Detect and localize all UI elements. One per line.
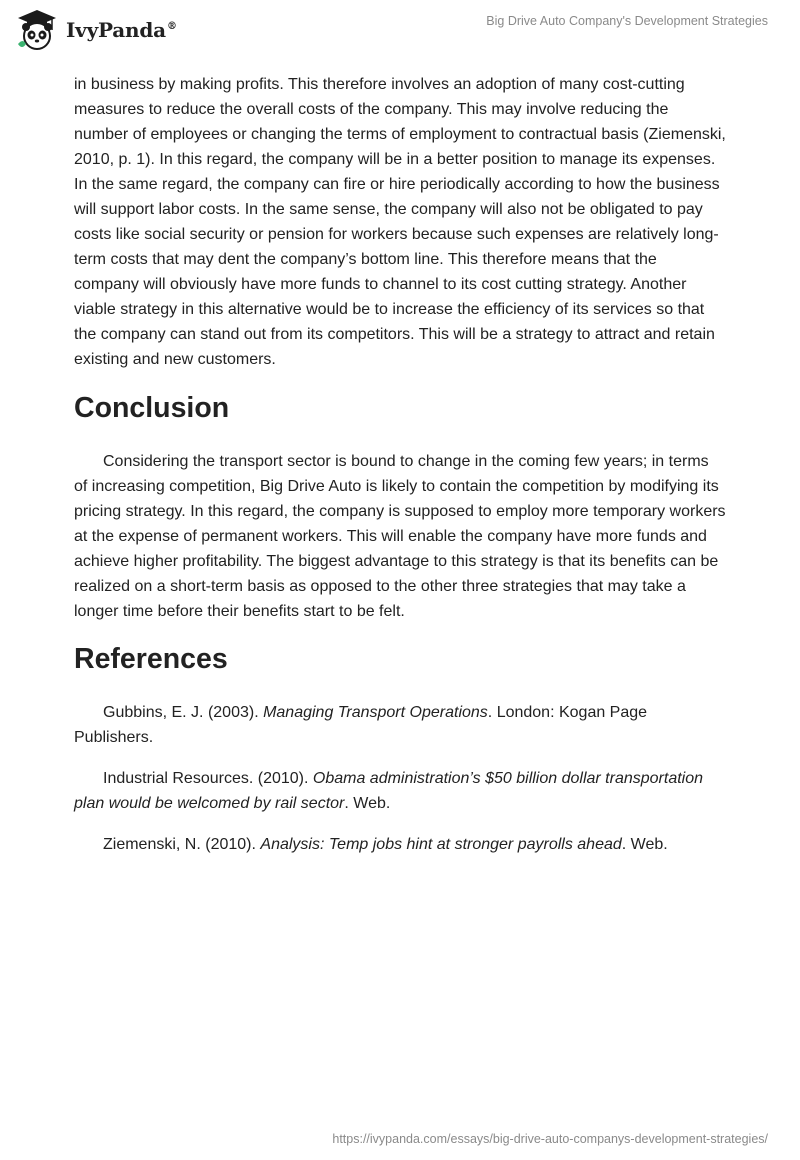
reference-item: Gubbins, E. J. (2003). Managing Transport Operations. London: Kogan Page Publishers. [74, 704, 648, 746]
ivypanda-logo[interactable] [14, 8, 177, 52]
source-url-link[interactable]: https://ivypanda.com/essays/big-drive-auto-companys-development-strategies/ [332, 1132, 768, 1146]
page-header [0, 0, 800, 64]
body-paragraph: in business by making profits. This therefore involves an adoption of many cost-cutting measures to reduce the overall costs of the company. This may involve reducing the number of employees or changing the terms of employment to contractual basis (Ziemenski, 2010, p. 1). In this regard, the company will be in a better position to manage its expenses. In the same regard, the company can fire or hire periodically according to how the business will support labor costs. In the same sense, the company will also not be obligated to pay costs like social security or pension for workers because such expenses are relatively long-term costs that may dent the company’s bottom line. This therefore means that the company will obviously have more funds to channel to its cost cutting strategy. Another viable strategy in this alternative would be to increase the efficiency of its services so that the company can stand out from its competitors. This will be a strategy to attract and retain existing and new customers. [74, 76, 726, 368]
conclusion-paragraph: Considering the transport sector is bound to change in the coming few years; in terms of increasing competition, Big Drive Auto is likely to contain the competition by modifying its pricing strategy. In this regard, the company is supposed to employ more temporary workers at the expense of permanent workers. This will enable the company have more funds and achieve higher profitability. The biggest advantage to this strategy is that its benefits can be realized on a short-term basis as opposed to the other three strategies that may take a longer time before their benefits start to be felt. [74, 453, 726, 620]
essay-content [74, 72, 726, 873]
conclusion-heading: Conclusion [74, 392, 230, 424]
panda-mascot-icon [14, 8, 60, 52]
document-title: Big Drive Auto Company's Development Strategies [486, 14, 768, 28]
references-heading: References [74, 643, 228, 675]
brand-name: IvyPanda® [66, 18, 177, 42]
reference-item: Ziemenski, N. (2010). Analysis: Temp jobs hint at stronger payrolls ahead. Web. [103, 836, 668, 853]
reference-item: Industrial Resources. (2010). Obama administration’s $50 billion dollar transportation plan would be welcomed by rail sector. Web. [74, 770, 704, 812]
